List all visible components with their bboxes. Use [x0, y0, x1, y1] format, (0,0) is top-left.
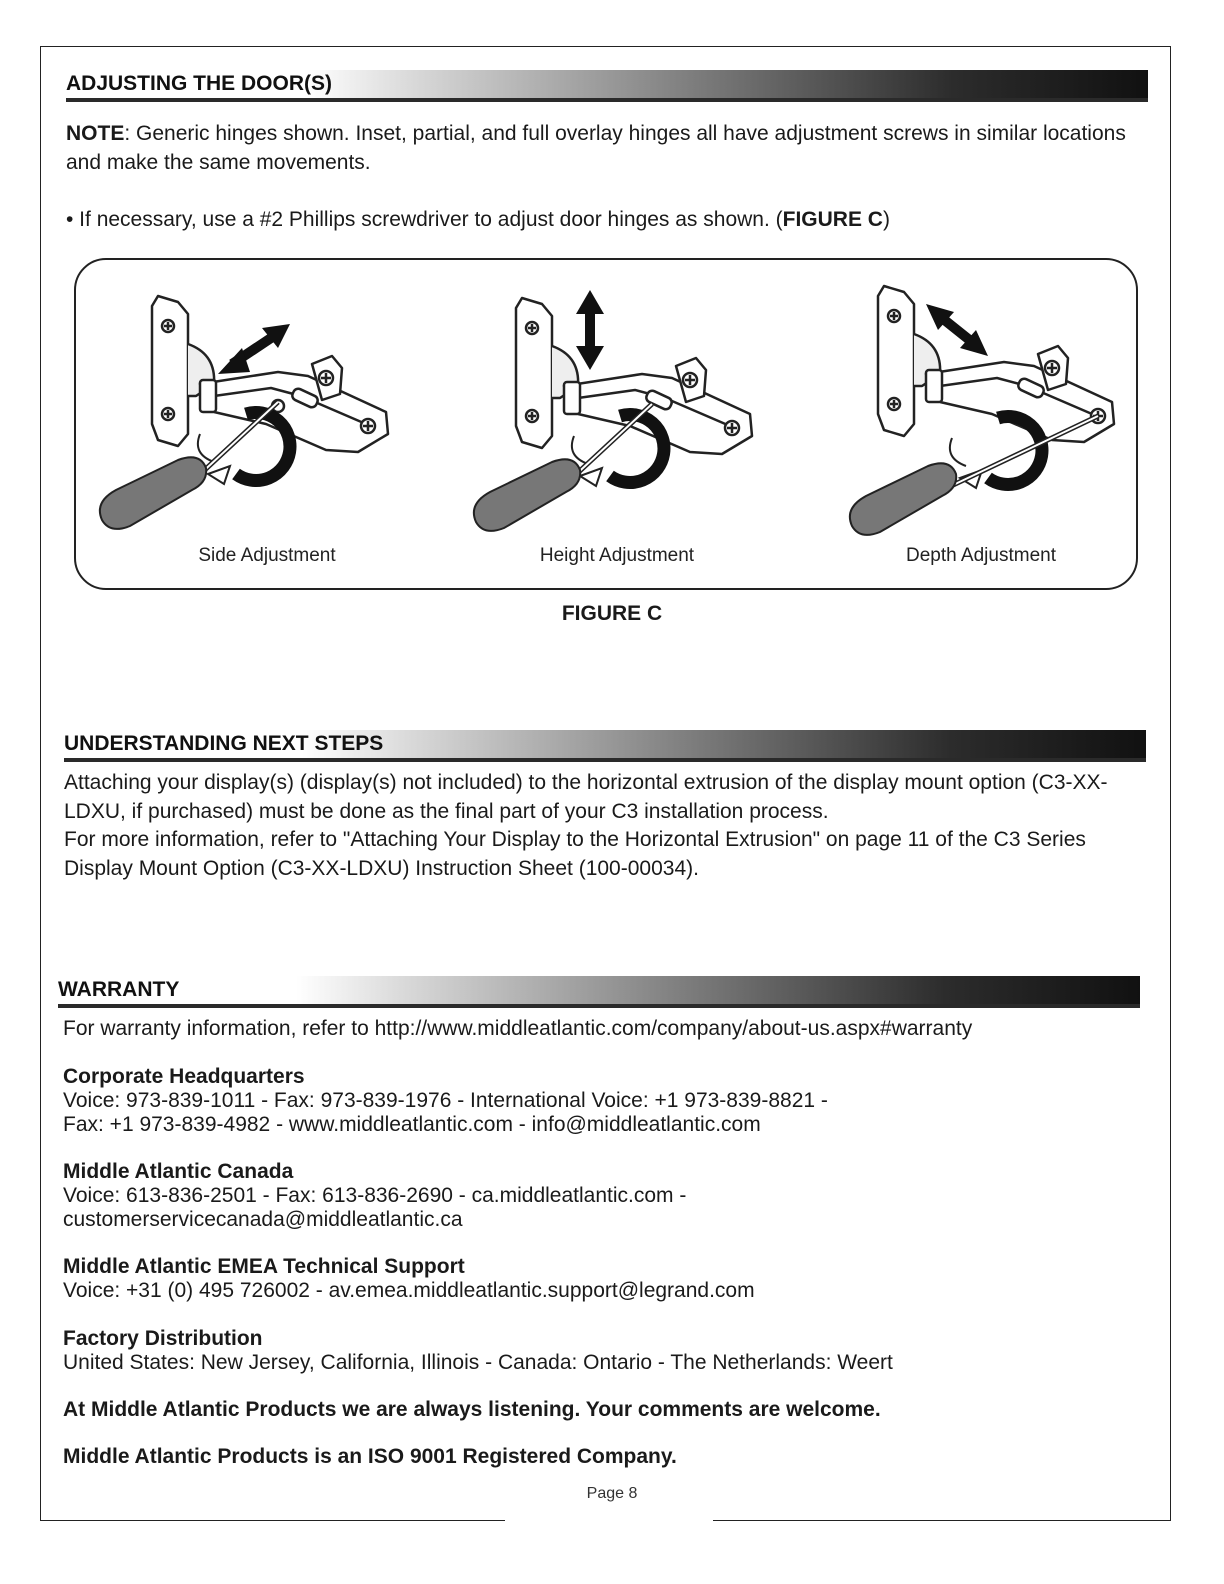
- figure-c-caption: FIGURE C: [561, 602, 663, 625]
- contact-heading: Middle Atlantic EMEA Technical Support: [63, 1255, 465, 1278]
- contact-line: Voice: 613-836-2501 - Fax: 613-836-2690 - ca.middleatlantic.com -: [63, 1184, 687, 1207]
- height-adjustment-label: Height Adjustment: [539, 545, 695, 566]
- contact-heading: Middle Atlantic Canada: [63, 1160, 294, 1183]
- height-adjustment-hinge-icon: [460, 284, 790, 544]
- depth-adjustment-label: Depth Adjustment: [906, 545, 1056, 566]
- next-steps-paragraph-1: Attaching your display(s) (display(s) not included) to the horizontal extrusion of the display mount option (C3-XX-LDXU, if purchased) must be done as the final part of your C3 installation process.: [64, 771, 1108, 823]
- bullet-instruction: [66, 206, 1156, 235]
- bullet-text: • If necessary, use a #2 Phillips screwdriver to adjust door hinges as shown. (: [66, 208, 783, 231]
- contact-line: United States: New Jersey, California, Illinois - Canada: Ontario - The Netherlands: Weert: [63, 1351, 893, 1374]
- contact-corporate: [63, 1065, 828, 1137]
- contact-emea: [63, 1255, 755, 1303]
- contact-line: Voice: +31 (0) 495 726002 - av.emea.middleatlantic.support@legrand.com: [63, 1279, 755, 1302]
- contact-line: customerservicecanada@middleatlantic.ca: [63, 1208, 463, 1231]
- depth-adjustment-hinge-icon: [822, 284, 1152, 544]
- contact-line: Voice: 973-839-1011 - Fax: 973-839-1976 - International Voice: +1 973-839-8821 -: [63, 1089, 828, 1112]
- note-text: : Generic hinges shown. Inset, partial, and full overlay hinges all have adjustment screws in similar locations and make the same movements.: [66, 122, 1126, 174]
- bullet-suffix: ): [882, 208, 890, 231]
- tagline-iso: Middle Atlantic Products is an ISO 9001 Registered Company.: [63, 1445, 677, 1468]
- figure-reference: FIGURE C: [782, 208, 883, 231]
- note-label: NOTE: [66, 122, 125, 145]
- next-steps-paragraph-2: For more information, refer to "Attaching Your Display to the Horizontal Extrusion" on page 11 of the C3 Series Display Mount Option (C3-XX-LDXU) Instruction Sheet (100-00034).: [64, 828, 1086, 880]
- contact-canada: [63, 1160, 686, 1232]
- section-title-adjusting: ADJUSTING THE DOOR(S): [66, 72, 333, 95]
- side-adjustment-hinge-icon: [96, 284, 426, 544]
- contact-factory: [63, 1327, 893, 1375]
- contact-line: Fax: +1 973-839-4982 - www.middleatlantic.com - info@middleatlantic.com: [63, 1113, 761, 1136]
- tagline-listening: At Middle Atlantic Products we are always listening. Your comments are welcome.: [63, 1398, 881, 1421]
- contact-heading: Corporate Headquarters: [63, 1065, 305, 1088]
- section-title-next-steps: UNDERSTANDING NEXT STEPS: [64, 732, 384, 755]
- side-adjustment-label: Side Adjustment: [198, 545, 336, 566]
- section-title-warranty: WARRANTY: [58, 978, 180, 1001]
- section-header-next-steps: [64, 730, 1146, 762]
- page-border-gap: [505, 1510, 713, 1530]
- contact-heading: Factory Distribution: [63, 1327, 263, 1350]
- figure-c-box: [74, 258, 1138, 590]
- section-header-warranty: [58, 976, 1140, 1008]
- section-header-adjusting: [66, 70, 1148, 102]
- page-number: Page 8: [586, 1485, 638, 1502]
- warranty-intro: For warranty information, refer to http://www.middleatlantic.com/company/about-us.aspx#warranty: [63, 1017, 973, 1040]
- note-paragraph: [66, 120, 1156, 177]
